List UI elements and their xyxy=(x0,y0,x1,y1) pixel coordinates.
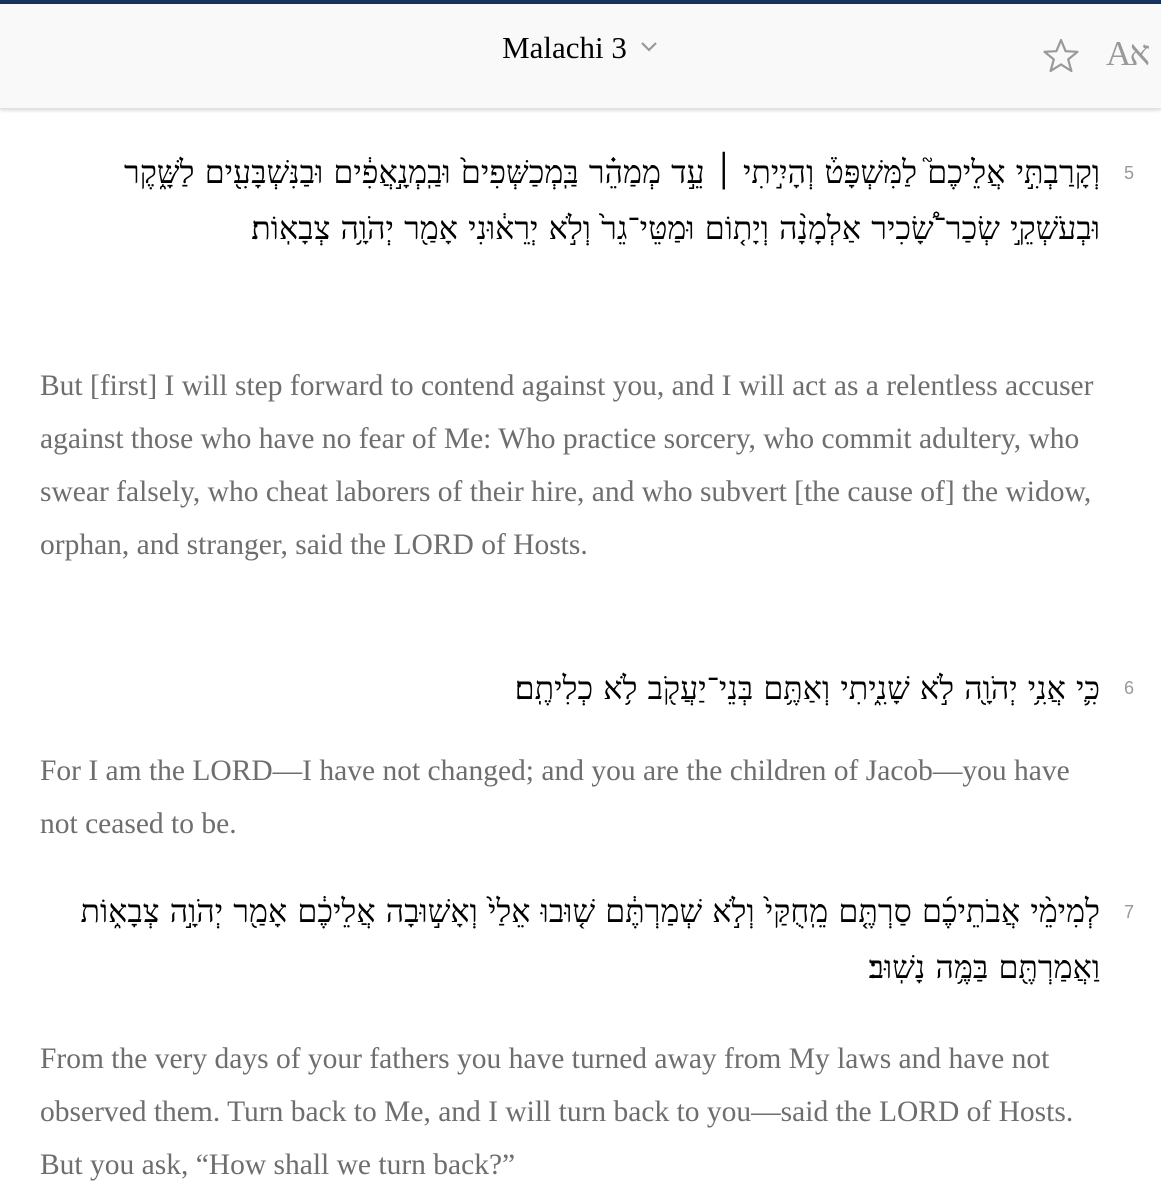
language-toggle-button[interactable]: Aא xyxy=(1106,34,1149,73)
verse-english[interactable]: For I am the LORD—I have not changed; and you are the children of Jacob—you have not ceased to be. xyxy=(40,755,1070,840)
star-outline-icon[interactable] xyxy=(1042,38,1080,74)
verse-number[interactable]: 7 xyxy=(1124,902,1135,922)
verse-number[interactable]: 6 xyxy=(1124,678,1135,698)
book-chapter-selector[interactable] xyxy=(0,30,1161,66)
verse-hebrew[interactable]: וְקָרַבְתִּ֣י אֲלֵיכֶם֮ לַמִּשְׁפָּט֒ וְהָיִ֣יתִי ׀ עֵ֣ד מְמַהֵ֗ר בַּֽמְכַשְּׁפִים֙ וּבַֽמְנָ֣אֲפִ֔ים וּבַנִּשְׁבָּעִ֖ים לַשָּׁ֑קֶר וּבְעֹשְׁקֵ֣י שְׂכַר־שָׂ֠כִיר אַלְמָנָ֨ה וְיָת֤וֹם וּמַטֵּי־גֵר֙ וְלֹ֣א יְרֵא֔וּנִי אָמַ֖ר יְהֹוָ֥ה צְבָאֽוֹת׃ xyxy=(124,153,1100,247)
verse-english[interactable]: But [first] I will step forward to contend against you, and I will act as a relentless accuser against those who have no fear of Me: Who practice sorcery, who commit adultery, who swear falsely, who cheat laborers of their hire, and who subvert [the cause of] the widow, orphan, and stranger, said the LORD of Hosts. xyxy=(40,370,1094,561)
reader-header xyxy=(0,4,1161,109)
verse-hebrew[interactable]: לְמִימֵ֨י אֲבֹתֵיכֶ֜ם סַרְתֶּ֤ם מֵֽחֻקַּי֙ וְלֹ֣א שְׁמַרְתֶּ֔ם שׁ֤וּבוּ אֵלַי֙ וְאָשׁ֣וּבָה אֲלֵיכֶ֔ם אָמַ֖ר יְהֹוָ֣ה צְבָא֑וֹת וַאֲמַרְתֶּ֖ם בַּמֶּ֥ה נָשֽׁוּב׃ xyxy=(80,892,1100,986)
verse-english[interactable]: From the very days of your fathers you have turned away from My laws and have not observed them. Turn back to Me, and I will turn back to you—said the LORD of Hosts. But you ask, “How shall we turn back?” xyxy=(40,1043,1074,1181)
text-column xyxy=(0,108,1161,1200)
verse-number[interactable]: 5 xyxy=(1124,163,1135,183)
chevron-down-icon xyxy=(639,40,659,58)
page-title: Malachi 3 xyxy=(502,30,627,65)
verse-hebrew[interactable]: כִּ֛י אֲנִ֥י יְהֹוָ֖ה לֹ֣א שָׁנִ֑יתִי וְאַתֶּ֥ם בְּנֵי־יַעֲקֹ֖ב לֹ֥א כְלִיתֶֽם׃ xyxy=(514,669,1100,707)
